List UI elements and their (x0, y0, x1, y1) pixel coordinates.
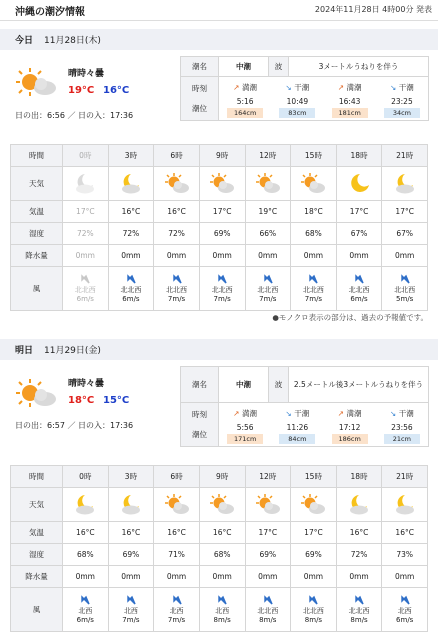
humidity-cell: 69% (199, 223, 245, 245)
wind-cell (154, 588, 200, 632)
hour-cell: 3時 (108, 466, 154, 488)
arrow-down-icon: ↘ (390, 83, 397, 92)
tide-entry: ↘ 干潮 23:56 21cm (376, 405, 428, 444)
arrow-up-icon: ↗ (233, 83, 240, 92)
moon-cloud-icon (63, 167, 109, 201)
wind-cell (336, 267, 382, 311)
sun-cloud-icon (245, 488, 291, 522)
wind-direction: 北西 (169, 606, 184, 615)
temp-cell: 19°C (245, 201, 291, 223)
row-label: 降水量 (11, 245, 63, 267)
temp-cell: 16°C (108, 201, 154, 223)
wind-arrow-icon (126, 595, 136, 605)
tide-entry: ↘ 干潮 10:49 83cm (271, 79, 323, 118)
precip-cell: 0mm (199, 245, 245, 267)
hour-cell: 21時 (382, 145, 428, 167)
precip-cell: 0mm (382, 566, 428, 588)
wind-cell (199, 588, 245, 632)
row-label: 湿度 (11, 223, 63, 245)
row-precip (11, 566, 428, 588)
hour-cell: 6時 (154, 145, 200, 167)
moon-cloud-icon (108, 488, 154, 522)
tide-entry: ↘ 干潮 11:26 84cm (271, 405, 323, 444)
wind-direction: 北北西 (302, 285, 324, 294)
row-label: 風 (11, 267, 63, 311)
hour-cell: 15時 (291, 145, 337, 167)
tide-time-label: 時刻 潮位 (181, 403, 219, 447)
arrow-up-icon: ↗ (337, 83, 345, 92)
humidity-cell: 67% (382, 223, 428, 245)
humidity-cell: 71% (154, 544, 200, 566)
moon-cloud-icon (382, 488, 428, 522)
wave-label: 波 (269, 57, 289, 77)
tide-level: 186cm (332, 434, 368, 444)
sunrise-sunset: 日の出：6:56 ／ 日の入：17:36 (15, 111, 134, 120)
wind-arrow-icon (400, 595, 410, 605)
row-time (11, 145, 428, 167)
wind-cell (291, 267, 337, 311)
tide-entry: ↗ 満潮 16:43 181cm (324, 79, 376, 118)
wind-speed: 6m/s (350, 294, 368, 303)
arrow-down-icon: ↘ (285, 83, 292, 92)
temp-cell: 17°C (336, 201, 382, 223)
wind-speed: 8m/s (213, 615, 231, 624)
tide-level: 181cm (332, 108, 368, 118)
temp-cell: 17°C (382, 201, 428, 223)
wind-direction: 北西 (215, 606, 230, 615)
row-label: 風 (11, 588, 63, 632)
humidity-cell: 68% (199, 544, 245, 566)
hour-cell: 12時 (245, 466, 291, 488)
temp-cell: 16°C (382, 522, 428, 544)
moon-cloud-icon (382, 167, 428, 201)
wind-speed: 7m/s (167, 294, 186, 303)
wave-label: 波 (269, 367, 289, 403)
row-label: 気温 (11, 522, 63, 544)
humidity-cell: 69% (291, 544, 337, 566)
hour-cell: 9時 (199, 466, 245, 488)
hour-cell: 9時 (199, 145, 245, 167)
hour-cell: 12時 (245, 145, 291, 167)
row-temp (11, 201, 428, 223)
wind-cell (108, 267, 154, 311)
wind-cell (245, 267, 291, 311)
row-label: 天気 (11, 167, 63, 201)
temp-cell: 16°C (108, 522, 154, 544)
wind-arrow-icon (172, 595, 182, 605)
precip-cell: 0mm (199, 566, 245, 588)
arrow-down-icon: ↘ (390, 409, 397, 418)
wind-direction: 北西 (397, 606, 412, 615)
row-time (11, 466, 428, 488)
wind-cell (154, 267, 200, 311)
moon-cloud-icon (63, 488, 109, 522)
wind-speed: 7m/s (259, 294, 277, 303)
arrow-up-icon: ↗ (233, 409, 240, 418)
wind-arrow-icon (80, 274, 90, 284)
sun-cloud-icon (154, 167, 200, 201)
wind-arrow-icon (217, 274, 227, 284)
tide-name-label: 潮名 (181, 57, 219, 77)
wind-direction: 北北西 (120, 285, 142, 294)
precip-cell: 0mm (291, 566, 337, 588)
wind-speed: 6m/s (76, 294, 94, 303)
row-label: 天気 (11, 488, 63, 522)
row-label: 湿度 (11, 544, 63, 566)
precip-cell: 0mm (382, 245, 428, 267)
tide-time-label: 時刻 潮位 (181, 77, 219, 121)
wind-cell (63, 267, 109, 311)
humidity-cell: 68% (63, 544, 109, 566)
wind-arrow-icon (217, 595, 227, 605)
wind-arrow-icon (263, 274, 273, 284)
temp-cell: 16°C (199, 522, 245, 544)
tide-name: 中潮 (219, 57, 269, 77)
tide-level: 21cm (384, 434, 420, 444)
tide-entry: ↗ 満潮 5:16 164cm (219, 79, 271, 118)
wind-speed: 8m/s (350, 615, 368, 624)
tide-name-label: 潮名 (181, 367, 219, 403)
wind-direction: 北北西 (257, 606, 279, 615)
wind-cell (63, 588, 109, 632)
wind-speed: 6m/s (76, 615, 94, 624)
day-bar-tomorrow (0, 339, 438, 360)
wind-cell (336, 588, 382, 632)
humidity-cell: 72% (336, 544, 382, 566)
wind-direction: 北北西 (302, 606, 324, 615)
wind-cell (291, 588, 337, 632)
arrow-up-icon: ↗ (337, 409, 345, 418)
row-label: 気温 (11, 201, 63, 223)
temp-cell: 16°C (154, 522, 200, 544)
row-weather (11, 488, 428, 522)
precip-cell: 0mm (154, 566, 200, 588)
sun-cloud-icon (199, 167, 245, 201)
wind-speed: 8m/s (304, 615, 323, 624)
sun-cloud-icon (291, 488, 337, 522)
condition: 晴時々曇 (68, 379, 105, 389)
temp-cell: 17°C (63, 201, 109, 223)
hour-cell: 21時 (382, 466, 428, 488)
moon-cloud-icon (108, 167, 154, 201)
wind-speed: 5m/s (396, 294, 414, 303)
humidity-cell: 72% (108, 223, 154, 245)
wind-arrow-icon (354, 595, 364, 605)
tide-entry: ↗ 満潮 5:56 171cm (219, 405, 271, 444)
temp-cell: 16°C (336, 522, 382, 544)
issued-time: 2024年11月28日 4時00分 発表 (314, 5, 432, 14)
wind-cell (199, 267, 245, 311)
humidity-cell: 69% (245, 544, 291, 566)
hour-cell: 0時 (63, 466, 109, 488)
wind-cell (245, 588, 291, 632)
tide-entry: ↗ 満潮 17:12 186cm (324, 405, 376, 444)
row-wind (11, 588, 428, 632)
temp-cell: 17°C (291, 522, 337, 544)
wind-arrow-icon (172, 274, 182, 284)
hour-cell: 0時 (63, 145, 109, 167)
tide-entry: ↘ 干潮 23:25 34cm (376, 79, 428, 118)
wind-direction: 北北西 (166, 285, 188, 294)
hour-cell: 15時 (291, 466, 337, 488)
precip-cell: 0mm (245, 566, 291, 588)
wind-speed: 7m/s (304, 294, 323, 303)
humidity-cell: 67% (336, 223, 382, 245)
wind-speed: 6m/s (122, 294, 140, 303)
page-header (0, 0, 438, 21)
wind-direction: 北北西 (74, 285, 96, 294)
hour-cell: 18時 (336, 466, 382, 488)
wind-arrow-icon (400, 274, 410, 284)
precip-cell: 0mm (108, 245, 154, 267)
day-label: 明日 (15, 346, 34, 356)
temp-low: 15°C (103, 395, 130, 406)
page-title: 沖縄の潮汐情報 (15, 7, 85, 18)
wind-cell (382, 588, 428, 632)
precip-cell: 0mm (336, 566, 382, 588)
temp-cell: 17°C (199, 201, 245, 223)
row-precip (11, 245, 428, 267)
sun-cloud-icon (14, 377, 58, 409)
wind-direction: 北北西 (348, 285, 370, 294)
wind-direction: 北西 (78, 606, 93, 615)
tide-table-tomorrow (180, 366, 429, 447)
wind-direction: 北北西 (348, 606, 370, 615)
wind-arrow-icon (354, 274, 364, 284)
wind-cell (108, 588, 154, 632)
precip-cell: 0mm (154, 245, 200, 267)
sun-cloud-icon (14, 66, 58, 98)
temp-low: 16°C (103, 85, 130, 96)
arrow-down-icon: ↘ (285, 409, 292, 418)
precip-cell: 0mm (336, 245, 382, 267)
wind-direction: 北北西 (211, 285, 233, 294)
sunrise-sunset: 日の出：6:57 ／ 日の入：17:36 (15, 421, 134, 430)
hourly-forecast-tomorrow (10, 465, 428, 632)
hourly-forecast-today (10, 144, 428, 311)
wind-arrow-icon (308, 595, 318, 605)
past-forecast-note: ●モノクロ表示の部分は、過去の予報値です。 (272, 313, 428, 322)
temp-cell: 16°C (63, 522, 109, 544)
row-label: 時間 (11, 145, 63, 167)
sun-cloud-icon (154, 488, 200, 522)
day-date: 11月29日(金) (44, 346, 101, 356)
wind-arrow-icon (308, 274, 318, 284)
wind-arrow-icon (263, 595, 273, 605)
day-bar-today (0, 29, 438, 50)
precip-cell: 0mm (108, 566, 154, 588)
sun-cloud-icon (245, 167, 291, 201)
hour-cell: 18時 (336, 145, 382, 167)
wind-arrow-icon (126, 274, 136, 284)
row-humidity (11, 544, 428, 566)
precip-cell: 0mm (245, 245, 291, 267)
row-wind (11, 267, 428, 311)
moon-icon (336, 167, 382, 201)
tide-level: 34cm (384, 108, 420, 118)
wind-direction: 北北西 (257, 285, 279, 294)
temp-high: 19°C (68, 85, 95, 96)
precip-cell: 0mm (63, 245, 109, 267)
row-label: 時間 (11, 466, 63, 488)
temp-cell: 18°C (291, 201, 337, 223)
wind-cell (382, 267, 428, 311)
wind-speed: 8m/s (259, 615, 277, 624)
temp-high: 18°C (68, 395, 95, 406)
humidity-cell: 72% (154, 223, 200, 245)
wind-arrow-icon (80, 595, 90, 605)
tide-name: 中潮 (219, 367, 269, 403)
tide-table-today (180, 56, 429, 121)
wind-speed: 7m/s (122, 615, 140, 624)
wave-info: 2.5メートル後3メートルうねりを伴う (289, 367, 429, 403)
humidity-cell: 72% (63, 223, 109, 245)
sun-cloud-icon (291, 167, 337, 201)
row-weather (11, 167, 428, 201)
precip-cell: 0mm (291, 245, 337, 267)
hour-cell: 6時 (154, 466, 200, 488)
humidity-cell: 73% (382, 544, 428, 566)
day-label: 今日 (15, 36, 34, 46)
sun-cloud-icon (199, 488, 245, 522)
precip-cell: 0mm (63, 566, 109, 588)
humidity-cell: 69% (108, 544, 154, 566)
temp-cell: 17°C (245, 522, 291, 544)
wind-speed: 7m/s (213, 294, 231, 303)
humidity-cell: 66% (245, 223, 291, 245)
wind-speed: 6m/s (396, 615, 414, 624)
row-temp (11, 522, 428, 544)
wind-speed: 7m/s (167, 615, 186, 624)
condition: 晴時々曇 (68, 69, 105, 79)
tide-level: 171cm (227, 434, 263, 444)
tide-level: 83cm (279, 108, 315, 118)
hour-cell: 3時 (108, 145, 154, 167)
humidity-cell: 68% (291, 223, 337, 245)
temp-cell: 16°C (154, 201, 200, 223)
wave-info: 3メートルうねりを伴う (289, 57, 429, 77)
row-humidity (11, 223, 428, 245)
moon-cloud-icon (336, 488, 382, 522)
row-label: 降水量 (11, 566, 63, 588)
wind-direction: 北北西 (394, 285, 416, 294)
tide-level: 84cm (279, 434, 315, 444)
tide-level: 164cm (227, 108, 263, 118)
day-date: 11月28日(木) (44, 36, 101, 46)
wind-direction: 北西 (123, 606, 138, 615)
